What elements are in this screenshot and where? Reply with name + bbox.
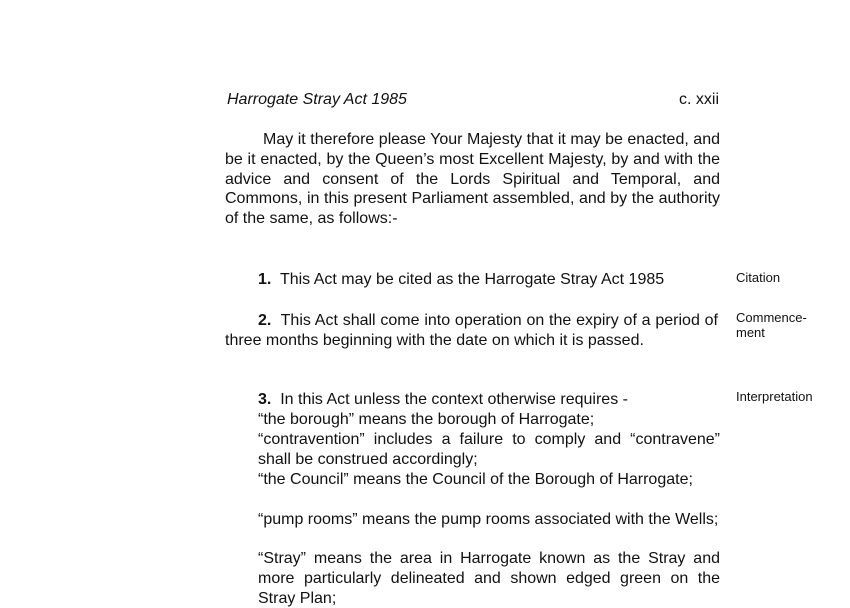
definition-contravention: “contravention” includes a failure to comply and “contravene” shall be construed accordingly;	[258, 431, 720, 468]
section-2-text: This Act shall come into operation on the expiry of a period of three months beginning with the date on which it is passed.	[225, 312, 718, 349]
section-1-text: This Act may be cited as the Harrogate Stray Act 1985	[279, 271, 665, 288]
definition-council: “the Council” means the Council of the Borough of Harrogate;	[258, 471, 693, 488]
running-header-chapter: c. xxii	[679, 91, 719, 108]
section-2	[225, 311, 718, 351]
definition-pump-rooms: “pump rooms” means the pump rooms associated with the Wells;	[258, 511, 719, 528]
definition-stray: “Stray” means the area in Harrogate known as the Stray and more particularly delineated and shown edged green on the Stray Plan;	[258, 550, 720, 607]
margin-note-commencement: Commence-ment	[736, 310, 807, 340]
definition-borough: “the borough” means the borough of Harrogate;	[258, 411, 595, 428]
section-2-number: 2.	[258, 312, 272, 329]
section-3	[225, 390, 728, 410]
section-3-text: In this Act unless the context otherwise requires -	[280, 391, 628, 408]
margin-note-interpretation: Interpretation	[736, 389, 813, 404]
section-1-number: 1.	[258, 271, 272, 288]
preamble-paragraph: May it therefore please Your Majesty that it may be enacted, and be it enacted, by the Queen’s most Excellent Majesty, by and with the advice and consent of the Lords Spiritual and Temporal, and Commons, in this present Parliament assembled, and by the authority of the same, as follows:-	[225, 131, 720, 228]
margin-note-citation: Citation	[736, 270, 781, 285]
running-header-title: Harrogate Stray Act 1985	[227, 91, 407, 108]
section-1	[225, 270, 728, 290]
section-3-number: 3.	[258, 391, 272, 408]
